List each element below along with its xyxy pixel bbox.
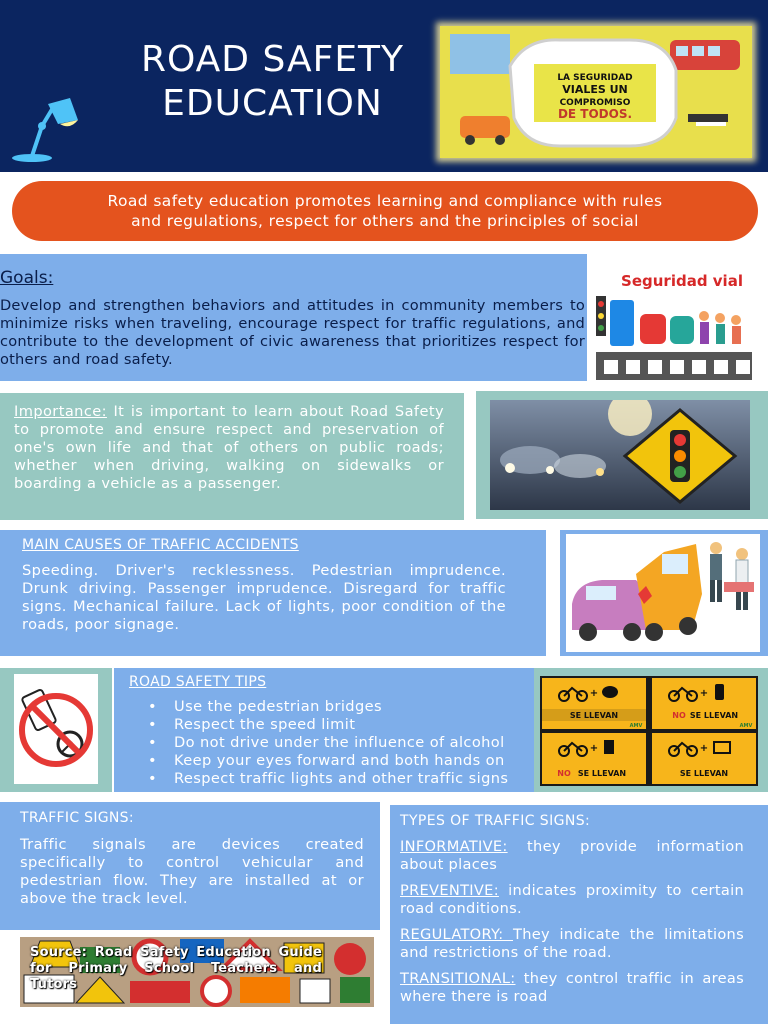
motorcycle-rules-image [540, 676, 758, 786]
tips-list-item: • Do not drive under the influence of alcohol [148, 734, 508, 752]
seguridad-vial-image [596, 256, 752, 380]
type-transitional [400, 970, 744, 1006]
tips-list-item: • Use the pedestrian bridges [148, 698, 508, 716]
amv-logo-2: AMV [739, 723, 753, 729]
header-image-line-4: DE TODOS. [557, 107, 633, 121]
motorcycle-no-2: NO [557, 769, 571, 778]
header-image-line-2: VIALES UN [562, 83, 628, 96]
car-crash-image [566, 534, 760, 652]
type-regulatory [400, 926, 744, 962]
type-label: PREVENTIVE: [400, 882, 499, 899]
road-safety-commitment-image [440, 26, 752, 158]
title-line-1: ROAD SAFETY [140, 39, 405, 80]
importance-label: Importance: [14, 403, 107, 420]
motorcycle-label-3: SE LLEVAN [577, 769, 627, 778]
tips-heading: ROAD SAFETY TIPS [129, 674, 267, 690]
amv-logo-1: AMV [629, 723, 643, 729]
page-title [100, 38, 445, 126]
svg-text:+: + [699, 743, 709, 754]
tips-list-item: • Keep your eyes forward and both hands on [148, 752, 508, 770]
motorcycle-label-1: SE LLEVAN [569, 711, 619, 720]
header-image-line-3: COMPROMISO [559, 98, 631, 108]
intro-line-2: and regulations, respect for others and the principles of social [131, 212, 639, 230]
importance-text-block [14, 403, 444, 493]
type-text: they control traffic in areas where there is road [400, 970, 744, 1005]
importance-text: It is important to learn about Road Safety to promote and ensure respect and preservation of one's own life and that of others on public roads; whether when driving, walking on sidewalks or boarding a vehicle as a passenger. [14, 403, 444, 492]
type-label: INFORMATIVE: [400, 838, 508, 855]
seguridad-vial-label: Seguridad vial [621, 272, 743, 290]
tips-list-item: • Respect the speed limit [148, 716, 508, 734]
title-line-2: EDUCATION [162, 83, 383, 124]
motorcycle-label-2: SE LLEVAN [689, 711, 739, 720]
header-image-line-1: LA SEGURIDAD [557, 73, 633, 83]
goals-text: Develop and strengthen behaviors and attitudes in community members to minimize risks when traveling, encourage respect for traffic regulations, and contribute to the development of civic awareness that prioritizes respect for others and road safety. [0, 297, 585, 368]
motorcycle-no-1: NO [672, 711, 686, 720]
tips-list-item: • Respect traffic lights and other traffic signs [148, 770, 508, 788]
intro-line-1: Road safety education promotes learning and compliance with rules [107, 192, 663, 210]
type-text: they provide information about places [400, 838, 744, 873]
no-phone-while-driving-sign [14, 674, 98, 784]
type-informative [400, 838, 744, 874]
type-preventive [400, 882, 744, 918]
type-label: TRANSITIONAL: [400, 970, 516, 987]
type-text: They indicate the limitations and restrictions of the road. [400, 926, 744, 961]
desk-lamp-icon [8, 94, 82, 166]
intro-banner [12, 181, 758, 241]
traffic-light-sign-image [490, 400, 750, 510]
svg-text:+: + [589, 688, 599, 699]
traffic-signs-heading: TRAFFIC SIGNS: [20, 810, 134, 826]
type-text: indicates proximity to certain road conditions. [400, 882, 744, 917]
type-label: REGULATORY: [400, 926, 513, 943]
svg-text:+: + [589, 743, 599, 754]
source-citation: Source: Road Safety Education Guide for Primary School Teachers and Tutors [30, 945, 322, 992]
causes-text: Speeding. Driver's recklessness. Pedestrian imprudence. Drunk driving. Passenger imprudence. Disregard for traffic signs. Mechanical failure. Lack of lights, poor condition of the roads, poor signage. [22, 562, 506, 633]
causes-heading: MAIN CAUSES OF TRAFFIC ACCIDENTS [22, 537, 299, 553]
types-heading: TYPES OF TRAFFIC SIGNS: [400, 813, 591, 829]
tips-list [148, 698, 508, 788]
types-list [400, 838, 744, 1014]
svg-text:+: + [699, 688, 709, 699]
motorcycle-label-4: SE LLEVAN [679, 769, 729, 778]
traffic-signs-text: Traffic signals are devices created specifically to control vehicular and pedestrian flow. They are installed at or above the track level. [20, 836, 364, 907]
goals-heading: Goals: [0, 268, 54, 288]
